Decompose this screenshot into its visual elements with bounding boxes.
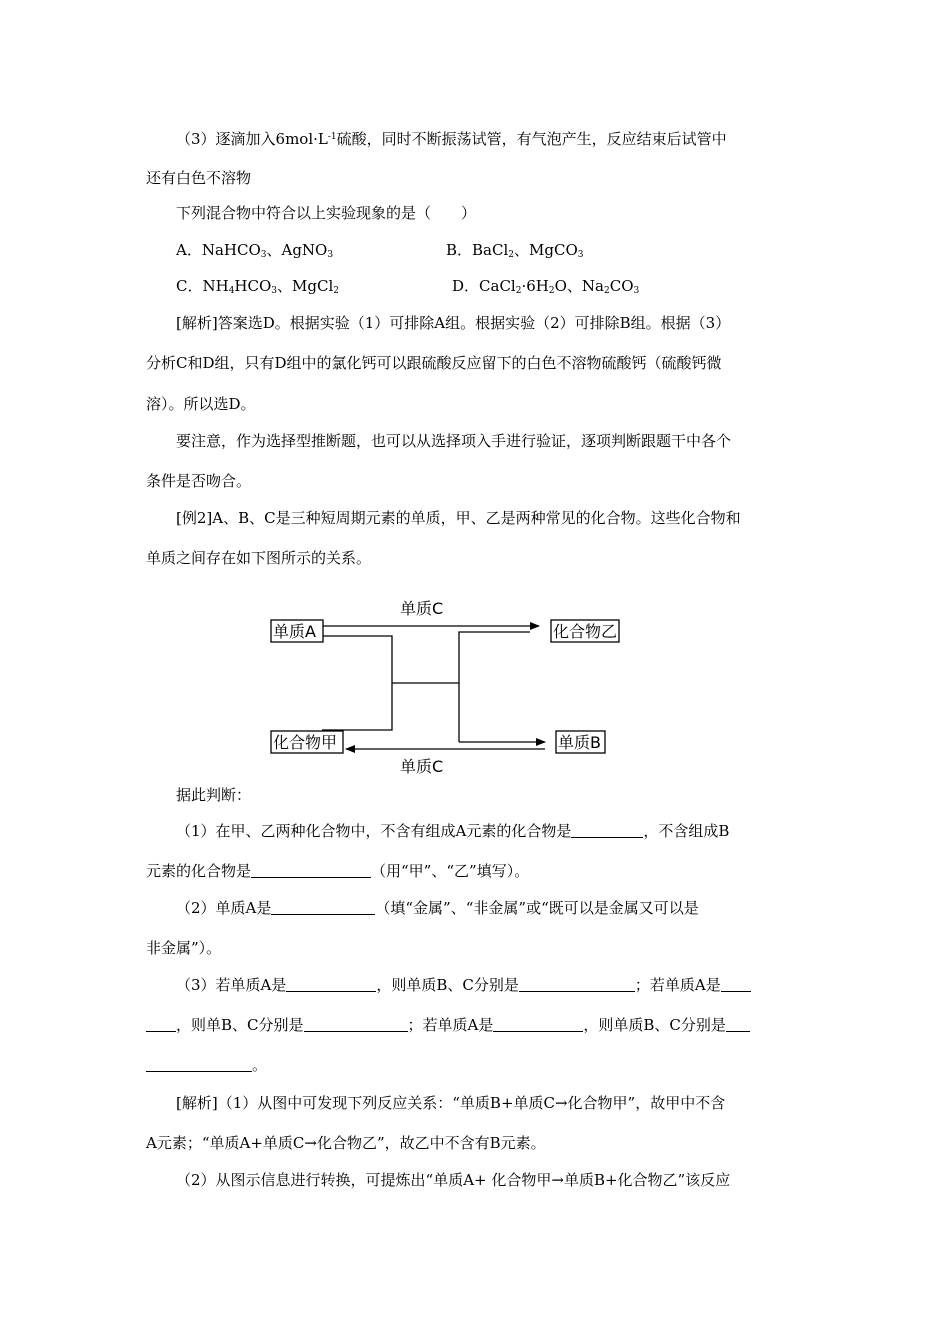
box-yi-label: 化合物乙 — [553, 622, 618, 641]
blank-7[interactable] — [304, 1017, 408, 1032]
blank-9-cont[interactable] — [146, 1057, 252, 1072]
q3b-line-3: 。 — [146, 1055, 267, 1075]
option-d: D．$CaCl_2\cdot 6H_2O$、$Na_2CO_3$ — [452, 277, 640, 296]
option-a: A．NaHCO$_3$、AgNO$_3$ — [176, 241, 334, 260]
example-2-line-2: 单质之间存在如下图所示的关系。 — [146, 549, 372, 567]
blank-2[interactable] — [251, 863, 371, 878]
q2-line-2: 非金属”）。 — [146, 939, 222, 957]
line-left — [322, 636, 392, 730]
blank-4[interactable] — [286, 977, 376, 992]
analysis-1-line-1: [解析]答案选D。根据实验（1）可排除A组。根据实验（2）可排除B组。根据（3） — [176, 314, 731, 332]
box-a-label: 单质A — [273, 622, 316, 641]
analysis-2-line-2: A元素；“单质A+单质C→化合物乙”，故乙中不含有B元素。 — [146, 1134, 546, 1152]
question-text: 下列混合物中符合以上实验现象的是（ ） — [176, 204, 477, 222]
analysis-2-line-1: [解析]（1）从图中可发现下列反应关系：“单质B+单质C→化合物甲”，故甲中不含 — [176, 1094, 726, 1112]
blank-1[interactable] — [571, 823, 643, 838]
note-line-1: 要注意，作为选择型推断题，也可以从选择项入手进行验证，逐项判断跟题干中各个 — [176, 432, 732, 450]
blank-6-cont[interactable] — [146, 1017, 176, 1032]
box-b-label: 单质B — [558, 733, 601, 752]
analysis-1-line-2: 分析C和D组，只有D组中的氯化钙可以跟硫酸反应留下的白色不溶物硫酸钙（硫酸钙微 — [146, 354, 722, 372]
label-top-c: 单质C — [400, 599, 444, 618]
line-right-top — [459, 632, 530, 742]
q1-line-2: 元素的化合物是 （用“甲”、“乙”填写）。 — [146, 862, 530, 880]
judge-text: 据此判断： — [176, 786, 252, 804]
blank-9[interactable] — [726, 1017, 750, 1032]
label-bottom-c: 单质C — [400, 757, 444, 776]
reaction-diagram — [260, 592, 640, 782]
analysis-1-line-3: 溶）。所以选D。 — [146, 395, 256, 413]
blank-5[interactable] — [519, 977, 635, 992]
option-b: B．BaCl$_2$、MgCO$_3$ — [446, 241, 584, 260]
q3b-line-1: （3）若单质A是 ，则单质B、C分别是 ；若单质A是 — [176, 975, 751, 995]
q3b-line-2: ，则单B、C分别是 ；若单质A是 ，则单质B、C分别是 — [146, 1015, 750, 1035]
q1-line-1: （1）在甲、乙两种化合物中，不含有组成A元素的化合物是 ，不含组成B — [176, 822, 730, 840]
blank-8[interactable] — [493, 1017, 583, 1032]
q2-line-1: （2）单质A是 （填“金属”、“非金属”或“既可以是金属又可以是 — [176, 899, 699, 917]
blank-3[interactable] — [271, 900, 375, 915]
example-2-line-1: [例2]A、B、C是三种短周期元素的单质，甲、乙是两种常见的化合物。这些化合物和 — [176, 509, 741, 527]
q3-line-1: （3）逐滴加入$6mol\cdot L^{-1}$硫酸，同时不断振荡试管，有气泡产生，反应结束后试管中 — [176, 130, 727, 148]
q3-line-2: 还有白色不溶物 — [146, 169, 252, 187]
note-line-2: 条件是否吻合。 — [146, 472, 252, 490]
blank-6[interactable] — [721, 977, 751, 992]
option-c: C．$NH_4HCO_3$、MgCl$_2$ — [176, 277, 339, 296]
box-jia-label: 化合物甲 — [273, 733, 338, 752]
analysis-3-line-1: （2）从图示信息进行转换，可提炼出“单质A+ 化合物甲→单质B+化合物乙”该反应 — [176, 1171, 731, 1189]
